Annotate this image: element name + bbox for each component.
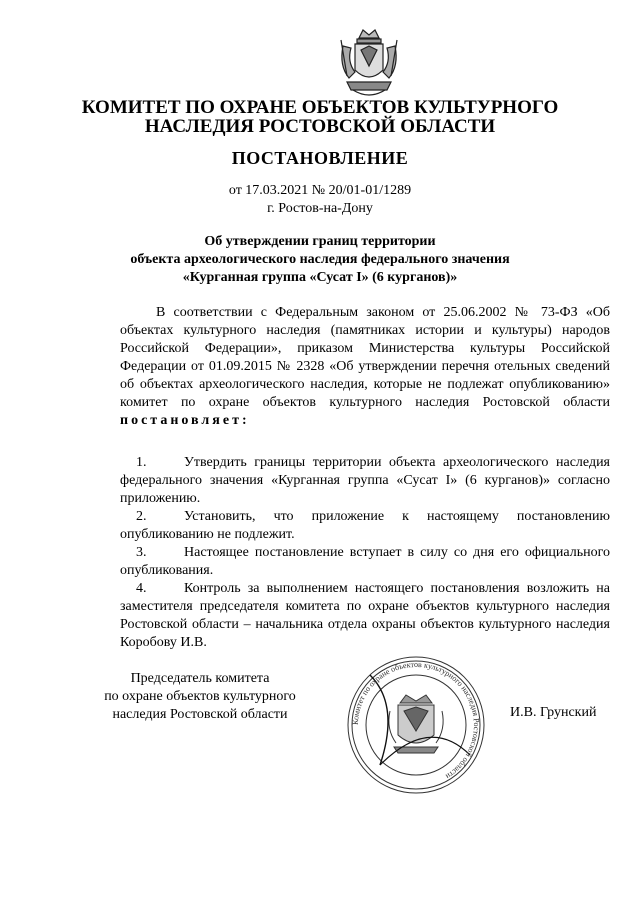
document-meta	[0, 182, 640, 218]
signatory-name: И.В. Грунский	[510, 705, 597, 720]
list-item	[120, 544, 610, 580]
decision-list	[120, 454, 610, 652]
official-seal-stamp	[340, 655, 492, 795]
item-number: 3.	[136, 545, 147, 560]
item-text: Утвердить границы территории объекта археологического наследия федерального значения «Курганная группа «Сусат I» (6 курганов)» согласно приложению.	[120, 455, 610, 506]
list-item	[120, 508, 610, 544]
item-text: Установить, что приложение к настоящему постановлению опубликованию не подлежит.	[120, 509, 610, 542]
item-text: Настоящее постановление вступает в силу со дня его официального опубликования.	[120, 545, 610, 578]
position-line2: по охране объектов культурного	[104, 689, 296, 704]
title-line3: «Курганная группа «Сусат I» (6 курганов)»	[182, 270, 458, 285]
seal-text: Комитет по охране объектов культурного наследия Ростовской области	[350, 659, 482, 782]
document-type: ПОСТАНОВЛЕНИЕ	[231, 148, 409, 168]
title-line1: Об утверждении границ территории	[204, 234, 436, 249]
position-line3: наследия Ростовской области	[112, 707, 288, 722]
item-number: 2.	[136, 509, 147, 524]
decree-word: постановляет:	[120, 413, 250, 428]
preamble	[120, 304, 610, 430]
coat-of-arms-icon	[337, 26, 401, 102]
list-item	[120, 580, 610, 652]
title-line2: объекта археологического наследия федерального значения	[130, 252, 510, 267]
city: г. Ростов-на-Дону	[267, 201, 373, 216]
organization-name-line2: НАСЛЕДИЯ РОСТОВСКОЙ ОБЛАСТИ	[144, 116, 496, 137]
organization-name-line1: КОМИТЕТ ПО ОХРАНЕ ОБЪЕКТОВ КУЛЬТУРНОГО	[81, 97, 559, 118]
position-line1: Председатель комитета	[130, 671, 270, 686]
item-text: Контроль за выполнением настоящего постановления возложить на заместителя председателя комитета по охране объектов культурного наследия Ростовской области – начальника отдела охраны объектов культурного наследия Коробову И.В.	[120, 581, 610, 650]
item-number: 1.	[136, 455, 147, 470]
organization-name	[0, 98, 640, 136]
item-number: 4.	[136, 581, 147, 596]
date-number: от 17.03.2021 № 20/01-01/1289	[228, 183, 412, 198]
document-title	[0, 233, 640, 287]
list-item	[120, 454, 610, 508]
preamble-text: В соответствии с Федеральным законом от 25.06.2002 № 73-ФЗ «Об объектах культурного наследия (памятниках истории и культуры) народов Российской Федерации», приказом Министерства культуры Российской Федерации от 01.09.2015 № 2328 «Об утверждении перечня отельных сведений об объектах археологического наследия, которые не подлежат опубликованию» комитет по охране объектов культурного наследия Ростовской области постановляет:	[120, 305, 610, 428]
signatory-position	[85, 670, 315, 724]
